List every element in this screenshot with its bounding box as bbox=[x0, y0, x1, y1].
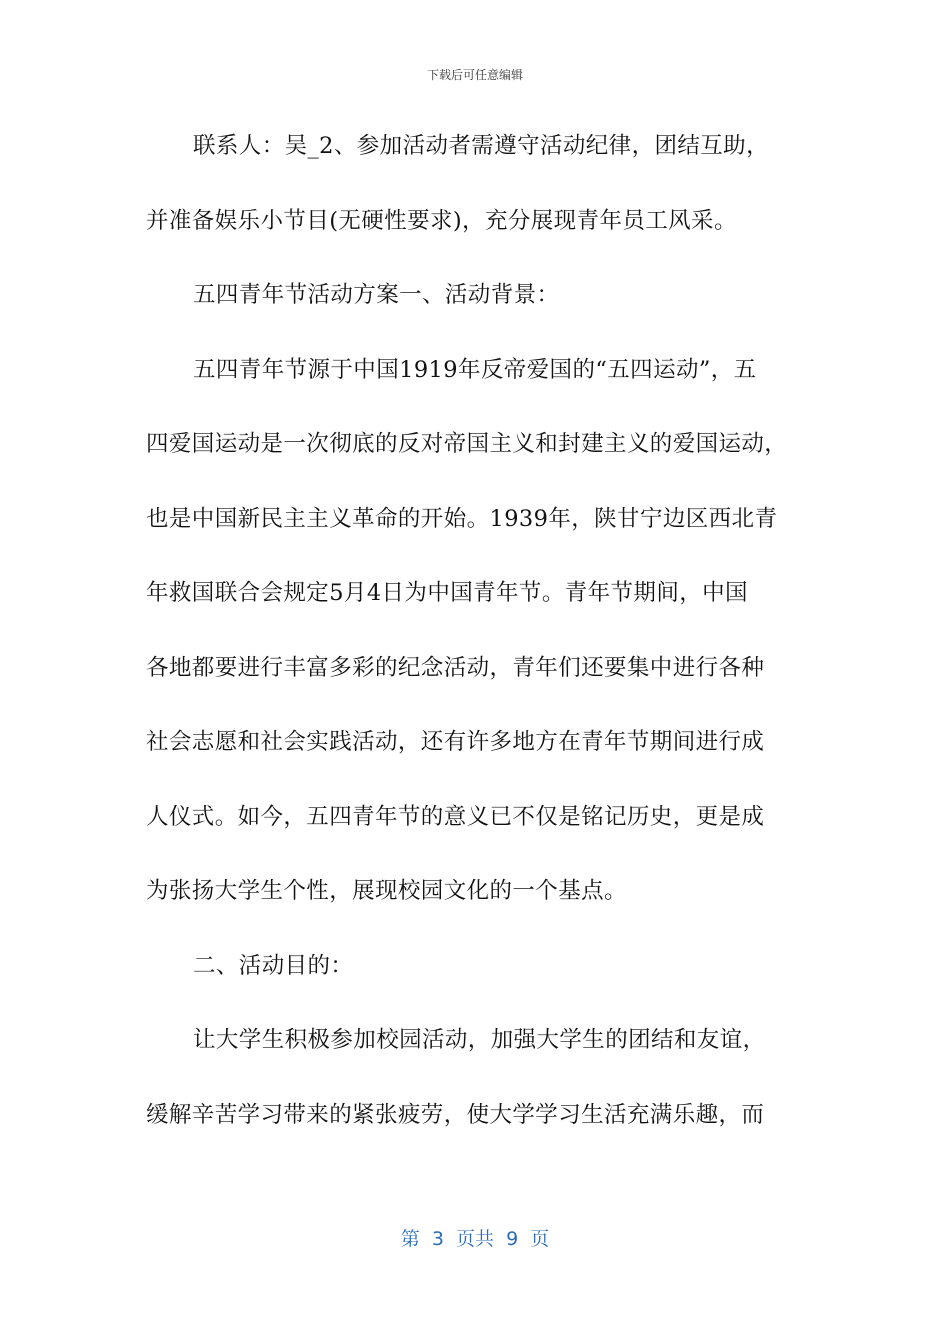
text-line: 人仪式。如今，五四青年节的意义已不仅是铭记历史，更是成 bbox=[146, 803, 765, 830]
text-line: 联系人：吴_2、参加活动者需遵守活动纪律，团结互助， bbox=[193, 133, 769, 159]
text-line: 并准备娱乐小节目(无硬性要求)，充分展现青年员工风采。 bbox=[146, 207, 737, 234]
text-line: 缓解辛苦学习带来的紧张疲劳，使大学学习生活充满乐趣，而 bbox=[146, 1101, 765, 1128]
text-line: 社会志愿和社会实践活动，还有许多地方在青年节期间进行成 bbox=[146, 729, 765, 755]
page-header: 下载后可任意编辑 bbox=[426, 68, 523, 82]
text-line: 二、活动目的： bbox=[193, 952, 354, 979]
text-line: 也是中国新民主主义革命的开始。1939年，陕甘宁边区西北青 bbox=[146, 505, 778, 532]
document-body bbox=[146, 124, 811, 1167]
text-line: 五四青年节活动方案一、活动背景： bbox=[193, 282, 560, 308]
text-line: 四爱国运动是一次彻底的反对帝国主义和封建主义的爱国运动， bbox=[146, 431, 788, 457]
text-line: 让大学生积极参加校园活动，加强大学生的团结和友谊， bbox=[193, 1027, 766, 1053]
text-line: 五四青年节源于中国1919年反帝爱国的“五四运动”，五 bbox=[193, 356, 757, 383]
text-line: 为张扬大学生个性，展现校园文化的一个基点。 bbox=[146, 878, 627, 904]
page-footer: 第 3 页共 9 页 bbox=[400, 1228, 550, 1250]
text-line: 各地都要进行丰富多彩的纪念活动，青年们还要集中进行各种 bbox=[146, 654, 765, 681]
text-line: 年救国联合会规定5月4日为中国青年节。青年节期间，中国 bbox=[146, 580, 748, 606]
